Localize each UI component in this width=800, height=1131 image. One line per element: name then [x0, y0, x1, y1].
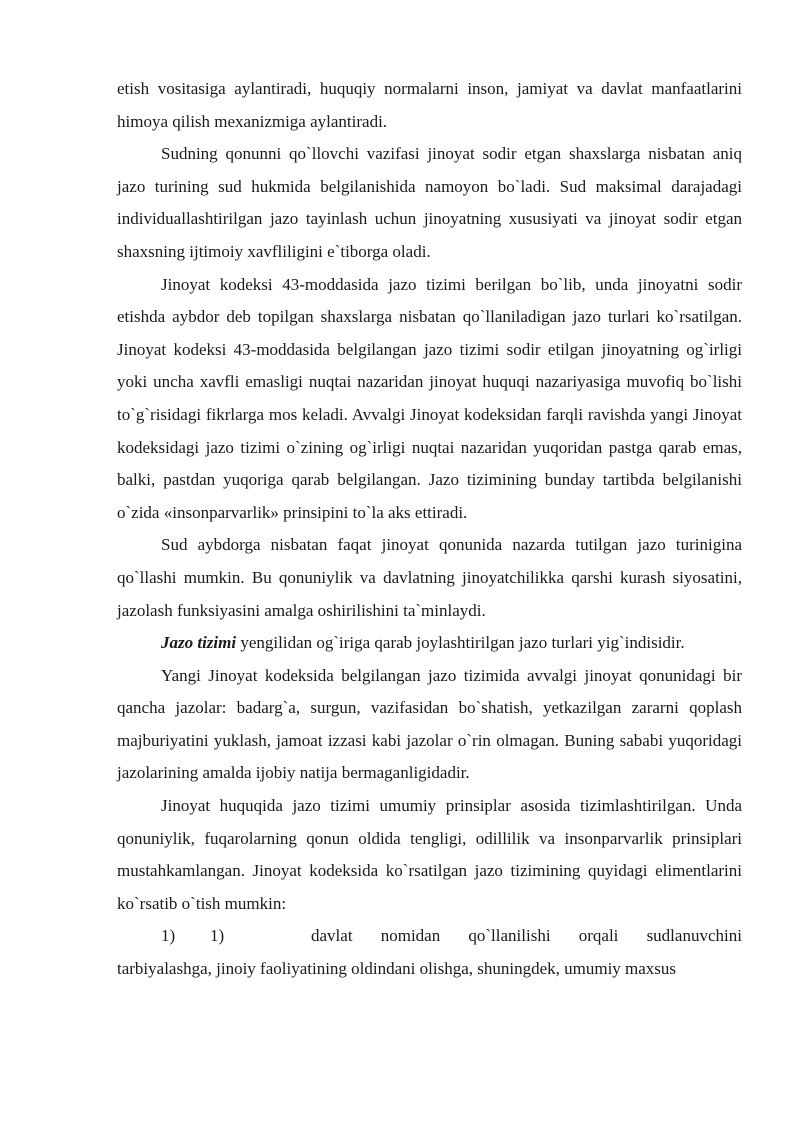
list-word: orqali	[578, 926, 619, 946]
list-word: sudlanuvchini	[646, 926, 742, 946]
list-subnumber: 1)	[210, 926, 225, 946]
paragraph-new-code: Yangi Jinoyat kodeksida belgilangan jazo tizimida avvalgi jinoyat qonunidagi bir qancha jazolar: badarg`a, surgun, vazifasidan bo`shatish, yetkazilgan zararni qoplash majburiyatini yuklash, jamoat izzasi kabi jazolar o`rin olmagan. Buning sababi yuqoridagi jazolarining amalda ijobiy natija bermaganligidadir.	[117, 665, 742, 783]
list-word: qo`llanilishi	[468, 926, 551, 946]
definition-term: Jazo tizimi	[161, 633, 237, 653]
list-item-continuation: tarbiyalashga, jinoiy faoliyatining oldindani olishga, shuningdek, umumiy maxsus	[117, 959, 677, 979]
list-word: nomidan	[380, 926, 441, 946]
paragraph-court-role: Sudning qonunni qo`llovchi vazifasi jinoyat sodir etgan shaxslarga nisbatan aniq jazo turining sud hukmida belgilanishida namoyon bo`ladi. Sud maksimal darajadagi individuallashtirilgan jazo tayinlash uchun jinoyatning xususiyati va jinoyat sodir etgan shaxsning ijtimoiy xavfliligini e`tiborga oladi.	[117, 144, 742, 261]
list-number: 1)	[161, 926, 176, 946]
list-item	[117, 920, 742, 985]
list-item-head-text	[311, 920, 742, 953]
list-item-head	[117, 920, 742, 953]
definition-text: yengilidan og`iriga qarab joylashtirilgan jazo turlari yig`indisidir.	[236, 633, 685, 653]
list-word: davlat	[311, 926, 353, 946]
paragraph-legality: Sud aybdorga nisbatan faqat jinoyat qonunida nazarda tutilgan jazo turinigina qo`llashi mumkin. Bu qonuniylik va davlatning jinoyatchilikka qarshi kurash siyosatini, jazolash funksiyasini amalga oshirilishini ta`minlaydi.	[117, 535, 742, 620]
paragraph-article-43: Jinoyat kodeksi 43-moddasida jazo tizimi berilgan bo`lib, unda jinoyatni sodir etishda aybdor deb topilgan shaxslarga nisbatan qo`llaniladigan jazo turlari ko`rsatilgan. Jinoyat kodeksi 43-moddasida belgilangan jazo tizimi sodir etilgan jinoyatning og`irligi yoki uncha xavfli emasligi nuqtai nazaridan jinoyat huquqi nazariyasiga muvofiq bo`lishi to`g`risidagi fikrlarga mos keladi. Avvalgi Jinoyat kodeksidan farqli ravishda yangi Jinoyat kodeksidagi jazo tizimi o`zining og`irligi nuqtai nazaridan yuqoridan pastga qarab emas, balki, pastdan yuqoriga qarab belgilangan. Jazo tizimining bunday tartibda belgilanishi o`zida «insonparvarlik» prinsipini to`la aks ettiradi.	[117, 274, 742, 522]
document-page	[117, 73, 742, 986]
paragraph-principles: Jinoyat huquqida jazo tizimi umumiy prinsiplar asosida tizimlashtirilgan. Unda qonuniylik, fuqarolarning qonun oldida tengligi, odillilik va insonparvarlik prinsiplari mustahkamlangan. Jinoyat kodeksida ko`rsatilgan jazo tizimining quyidagi elimentlarini ko`rsatib o`tish mumkin:	[117, 796, 742, 913]
paragraph-continuation: etish vositasiga aylantiradi, huquqiy normalarni inson, jamiyat va davlat manfaatlarini himoya qilish mexanizmiga aylantiradi.	[117, 79, 742, 131]
paragraph-definition	[117, 627, 742, 660]
